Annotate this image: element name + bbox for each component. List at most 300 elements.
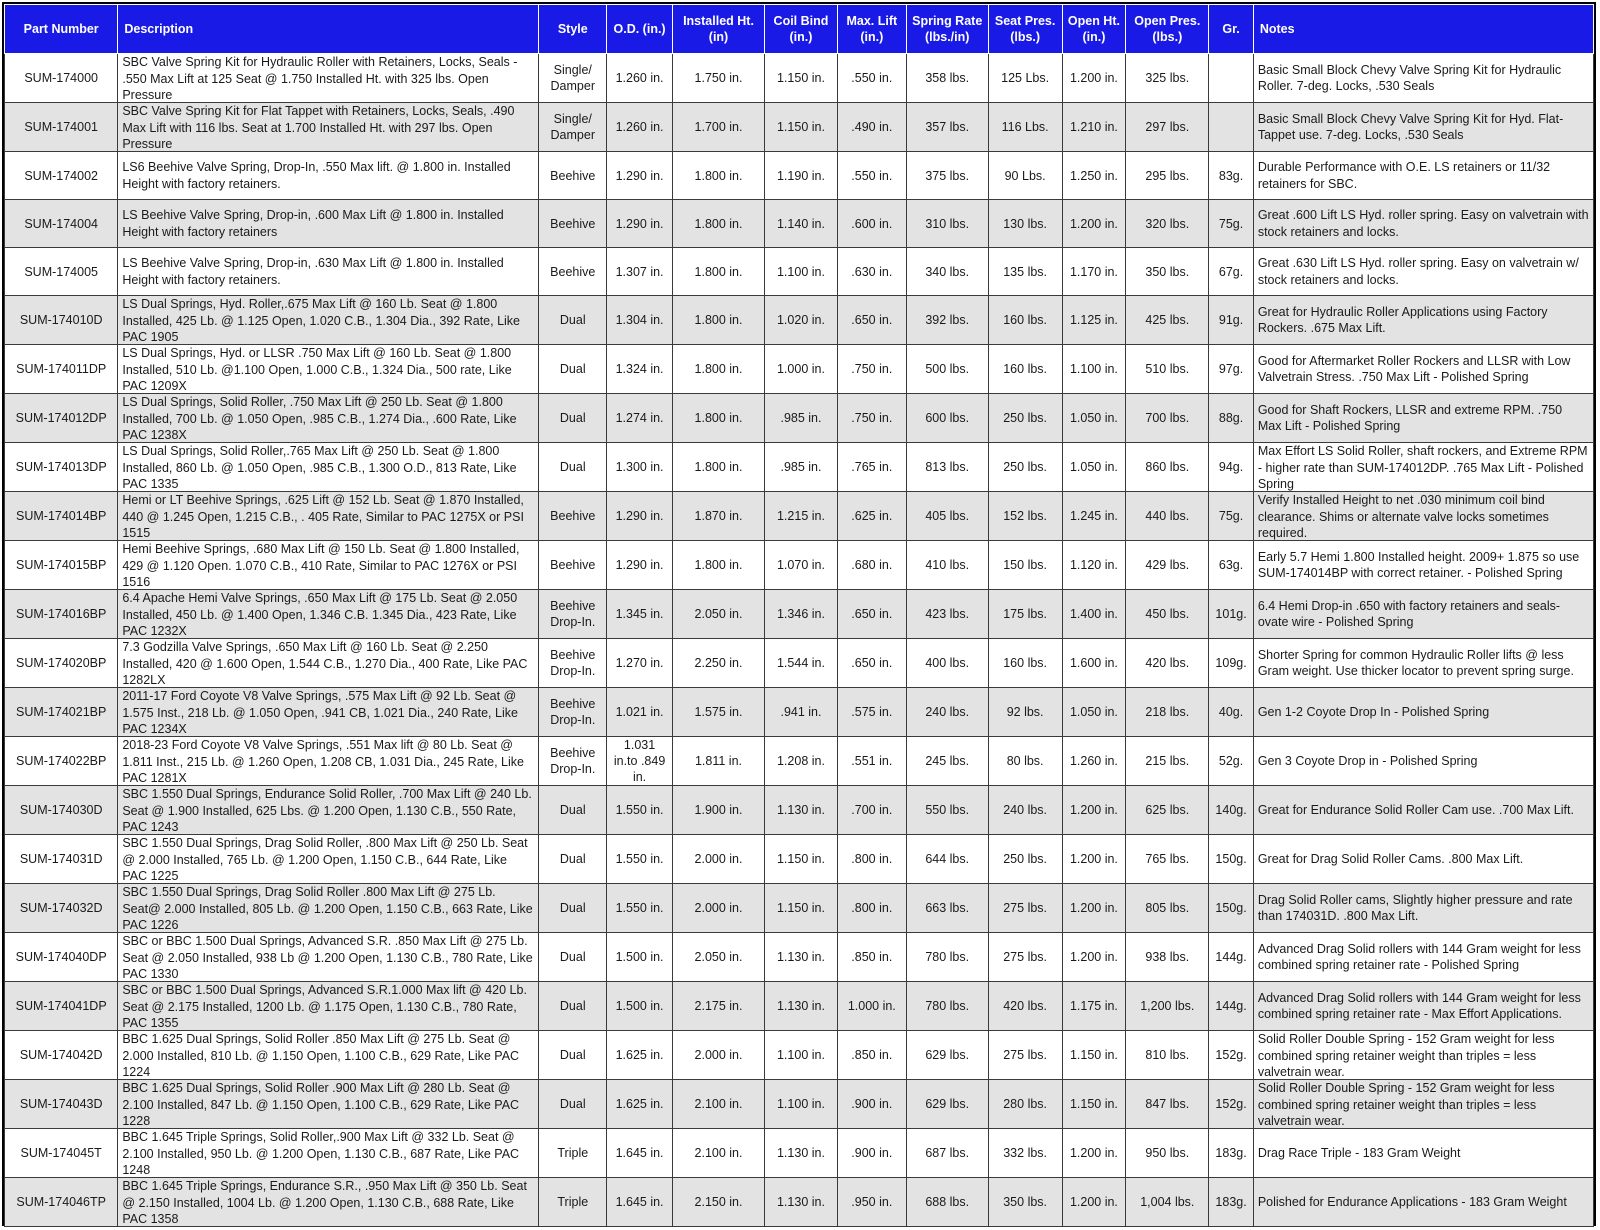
cell-open-height: 1.200 in. xyxy=(1062,1178,1126,1227)
cell-max-lift: .550 in. xyxy=(837,152,906,200)
cell-part-number: SUM-174016BP xyxy=(5,590,118,639)
cell-grams: 101g. xyxy=(1209,590,1254,639)
cell-coil-bind: 1.150 in. xyxy=(765,54,838,103)
cell-max-lift: .490 in. xyxy=(837,103,906,152)
cell-style: Beehive xyxy=(539,152,607,200)
cell-coil-bind: .985 in. xyxy=(765,443,838,492)
cell-installed-height: 2.000 in. xyxy=(672,835,764,884)
cell-od: 1.625 in. xyxy=(607,1080,673,1129)
table-row[interactable] xyxy=(5,1178,1594,1227)
cell-description xyxy=(118,54,539,103)
cell-max-lift: .625 in. xyxy=(837,492,906,541)
table-row[interactable] xyxy=(5,737,1594,786)
cell-description-text: SBC 1.550 Dual Springs, Drag Solid Roller, .800 Max Lift @ 250 Lb. Seat @ 2.000 Installed, 765 Lb. @ 1.200 Open, 1.150 C.B., 644 Rate, Like PAC 1225 xyxy=(122,836,528,883)
cell-od: 1.500 in. xyxy=(607,982,673,1031)
cell-description xyxy=(118,1031,539,1080)
cell-description xyxy=(118,884,539,933)
cell-notes xyxy=(1253,1129,1593,1178)
cell-open-height: 1.600 in. xyxy=(1062,639,1126,688)
cell-installed-height: 1.800 in. xyxy=(672,394,764,443)
header-notes[interactable]: Notes xyxy=(1253,5,1593,54)
cell-part-number: SUM-174002 xyxy=(5,152,118,200)
cell-spring-rate: 688 lbs. xyxy=(906,1178,988,1227)
table-row[interactable] xyxy=(5,248,1594,296)
cell-open-height: 1.120 in. xyxy=(1062,541,1126,590)
cell-notes-text: Max Effort LS Solid Roller, shaft rockers, and Extreme RPM - higher rate than SUM-174012DP. .765 Max Lift - Polished Spring xyxy=(1257,444,1588,491)
cell-style: Beehive xyxy=(539,541,607,590)
table-row[interactable] xyxy=(5,443,1594,492)
cell-style: Triple xyxy=(539,1129,607,1178)
cell-description-text: 2018-23 Ford Coyote V8 Valve Springs, .551 Max lift @ 80 Lb. Seat @ 1.811 Inst., 215 Lb. @ 1.260 Open, 1.208 CB, 1.031 Dia., 245 Rate, Like PAC 1281X xyxy=(122,738,524,785)
cell-notes-text: Solid Roller Double Spring - 152 Gram weight for less combined spring retainer weight than triples = less valvetrain wear. xyxy=(1257,1081,1555,1128)
cell-description-text: SBC 1.550 Dual Springs, Endurance Solid Roller, .700 Max Lift @ 240 Lb. Seat @ 1.900 Installed, 625 Lbs. @ 1.200 Open, 1.130 C.B., 550 Rate, PAC 1243 xyxy=(122,787,532,834)
cell-od: 1.290 in. xyxy=(607,152,673,200)
cell-style: Beehive xyxy=(539,200,607,248)
cell-notes-text: Durable Performance with O.E. LS retainers or 11/32 retainers for SBC. xyxy=(1257,160,1551,191)
cell-open-pressure: 295 lbs. xyxy=(1126,152,1209,200)
cell-notes-text: Great for Endurance Solid Roller Cam use. .700 Max Lift. xyxy=(1257,802,1574,817)
cell-open-height: 1.200 in. xyxy=(1062,835,1126,884)
table-row[interactable] xyxy=(5,394,1594,443)
cell-description-text: LS Dual Springs, Solid Roller,.765 Max Lift @ 250 Lb. Seat @ 1.800 Installed, 860 Lb. @ 1.050 Open, .985 C.B., 1.300 O.D., 813 Rate, Like PAC 1335 xyxy=(122,444,517,491)
header-open-height[interactable]: Open Ht. (in.) xyxy=(1062,5,1126,54)
table-row[interactable] xyxy=(5,54,1594,103)
cell-notes-text: Solid Roller Double Spring - 152 Gram weight for less combined spring retainer weight than triples = less valvetrain wear. xyxy=(1257,1032,1555,1079)
cell-notes-text: Gen 3 Coyote Drop in - Polished Spring xyxy=(1257,753,1478,768)
cell-description-text: LS Dual Springs, Solid Roller, .750 Max Lift @ 250 Lb. Seat @ 1.800 Installed, 700 Lb. @ 1.050 Open, .985 C.B., 1.274 Dia., .600 Rate, Like PAC 1238X xyxy=(122,395,517,442)
cell-open-pressure: 1,004 lbs. xyxy=(1126,1178,1209,1227)
cell-spring-rate: 358 lbs. xyxy=(906,54,988,103)
cell-part-number: SUM-174046TP xyxy=(5,1178,118,1227)
cell-grams: 67g. xyxy=(1209,248,1254,296)
cell-spring-rate: 375 lbs. xyxy=(906,152,988,200)
cell-od: 1.274 in. xyxy=(607,394,673,443)
cell-spring-rate: 410 lbs. xyxy=(906,541,988,590)
cell-notes xyxy=(1253,1031,1593,1080)
cell-max-lift: .850 in. xyxy=(837,1031,906,1080)
cell-max-lift: .700 in. xyxy=(837,786,906,835)
cell-seat-pressure: 150 lbs. xyxy=(988,541,1062,590)
cell-notes xyxy=(1253,394,1593,443)
cell-description xyxy=(118,1178,539,1227)
cell-part-number: SUM-174042D xyxy=(5,1031,118,1080)
table-row[interactable] xyxy=(5,590,1594,639)
cell-coil-bind: 1.130 in. xyxy=(765,1129,838,1178)
header-installed-height[interactable]: Installed Ht. (in) xyxy=(672,5,764,54)
cell-installed-height: 1.800 in. xyxy=(672,248,764,296)
cell-installed-height: 1.870 in. xyxy=(672,492,764,541)
cell-max-lift: .900 in. xyxy=(837,1080,906,1129)
cell-open-height: 1.150 in. xyxy=(1062,1080,1126,1129)
cell-installed-height: 2.050 in. xyxy=(672,933,764,982)
table-body xyxy=(5,54,1594,1227)
cell-style: Single/ Damper xyxy=(539,103,607,152)
cell-notes-text: Basic Small Block Chevy Valve Spring Kit for Hydraulic Roller. 7-deg. Locks, .530 Seals xyxy=(1257,62,1562,93)
cell-grams xyxy=(1209,103,1254,152)
cell-spring-rate: 423 lbs. xyxy=(906,590,988,639)
cell-installed-height: 1.800 in. xyxy=(672,443,764,492)
cell-installed-height: 1.750 in. xyxy=(672,54,764,103)
cell-coil-bind: 1.544 in. xyxy=(765,639,838,688)
cell-open-height: 1.400 in. xyxy=(1062,590,1126,639)
cell-open-pressure: 810 lbs. xyxy=(1126,1031,1209,1080)
cell-style: Single/ Damper xyxy=(539,54,607,103)
cell-description-text: SBC or BBC 1.500 Dual Springs, Advanced S.R. .850 Max Lift @ 275 Lb. Seat @ 2.050 Installed, 938 Lb @ 1.200 Open, 1.130 C.B., 780 Rate, Like PAC 1330 xyxy=(122,934,533,981)
cell-seat-pressure: 275 lbs. xyxy=(988,933,1062,982)
table-header xyxy=(5,5,1594,54)
cell-seat-pressure: 135 lbs. xyxy=(988,248,1062,296)
cell-notes xyxy=(1253,54,1593,103)
cell-description-text: SBC or BBC 1.500 Dual Springs, Advanced S.R.1.000 Max lift @ 420 Lb. Seat @ 2.175 Installed, 1200 Lb. @ 1.175 Open, 1.130 C.B., 780 Rate, PAC 1355 xyxy=(122,983,527,1030)
cell-description-text: SBC Valve Spring Kit for Flat Tappet with Retainers, Locks, Seals, .490 Max Lift with 116 lbs. Seat at 1.700 Installed Ht. with 297 lbs. Open Pressure xyxy=(122,104,515,151)
cell-spring-rate: 500 lbs. xyxy=(906,345,988,394)
cell-description xyxy=(118,1080,539,1129)
valve-spring-spec-table xyxy=(4,4,1594,1227)
cell-style: Dual xyxy=(539,443,607,492)
cell-spring-rate: 310 lbs. xyxy=(906,200,988,248)
cell-style: Dual xyxy=(539,835,607,884)
cell-od: 1.290 in. xyxy=(607,541,673,590)
cell-seat-pressure: 125 Lbs. xyxy=(988,54,1062,103)
cell-notes xyxy=(1253,443,1593,492)
cell-open-height: 1.260 in. xyxy=(1062,737,1126,786)
cell-installed-height: 2.050 in. xyxy=(672,590,764,639)
cell-coil-bind: 1.100 in. xyxy=(765,1031,838,1080)
cell-style: Dual xyxy=(539,933,607,982)
header-part-number[interactable]: Part Number xyxy=(5,5,118,54)
cell-max-lift: .550 in. xyxy=(837,54,906,103)
cell-part-number: SUM-174041DP xyxy=(5,982,118,1031)
cell-description xyxy=(118,688,539,737)
cell-style: Beehive Drop-In. xyxy=(539,688,607,737)
cell-open-height: 1.100 in. xyxy=(1062,345,1126,394)
cell-notes xyxy=(1253,982,1593,1031)
header-max-lift[interactable]: Max. Lift (in.) xyxy=(837,5,906,54)
cell-part-number: SUM-174030D xyxy=(5,786,118,835)
cell-part-number: SUM-174040DP xyxy=(5,933,118,982)
cell-od: 1.550 in. xyxy=(607,786,673,835)
table-row[interactable] xyxy=(5,296,1594,345)
cell-coil-bind: 1.150 in. xyxy=(765,884,838,933)
cell-max-lift: .800 in. xyxy=(837,884,906,933)
cell-open-height: 1.175 in. xyxy=(1062,982,1126,1031)
cell-od: 1.345 in. xyxy=(607,590,673,639)
cell-od: 1.645 in. xyxy=(607,1129,673,1178)
cell-notes xyxy=(1253,541,1593,590)
cell-style: Dual xyxy=(539,1031,607,1080)
cell-open-pressure: 860 lbs. xyxy=(1126,443,1209,492)
cell-style: Dual xyxy=(539,982,607,1031)
cell-description xyxy=(118,492,539,541)
cell-spring-rate: 644 lbs. xyxy=(906,835,988,884)
cell-description-text: 2011-17 Ford Coyote V8 Valve Springs, .575 Max Lift @ 92 Lb. Seat @ 1.575 Inst., 218 Lb. @ 1.050 Open, .941 CB, 1.021 Dia., 240 Rate, Like PAC 1234X xyxy=(122,689,518,736)
cell-seat-pressure: 332 lbs. xyxy=(988,1129,1062,1178)
table-row[interactable] xyxy=(5,688,1594,737)
cell-coil-bind: .941 in. xyxy=(765,688,838,737)
cell-notes xyxy=(1253,590,1593,639)
cell-description-text: SBC 1.550 Dual Springs, Drag Solid Roller .800 Max Lift @ 275 Lb. Seat@ 2.000 Installed, 805 Lb. @ 1.200 Open, 1.150 C.B., 663 Rate, Like PAC 1226 xyxy=(122,885,533,932)
cell-description xyxy=(118,590,539,639)
header-spring-rate[interactable]: Spring Rate (lbs./in) xyxy=(906,5,988,54)
cell-spring-rate: 780 lbs. xyxy=(906,982,988,1031)
cell-notes-text: Polished for Endurance Applications - 183 Gram Weight xyxy=(1257,1194,1567,1209)
cell-seat-pressure: 92 lbs. xyxy=(988,688,1062,737)
cell-part-number: SUM-174011DP xyxy=(5,345,118,394)
table-row[interactable] xyxy=(5,1031,1594,1080)
header-grams[interactable]: Gr. xyxy=(1209,5,1254,54)
cell-spring-rate: 629 lbs. xyxy=(906,1080,988,1129)
cell-part-number: SUM-174000 xyxy=(5,54,118,103)
cell-open-pressure: 429 lbs. xyxy=(1126,541,1209,590)
cell-max-lift: .600 in. xyxy=(837,200,906,248)
cell-open-pressure: 320 lbs. xyxy=(1126,200,1209,248)
cell-description xyxy=(118,541,539,590)
cell-max-lift: .650 in. xyxy=(837,296,906,345)
cell-grams: 75g. xyxy=(1209,492,1254,541)
cell-part-number: SUM-174012DP xyxy=(5,394,118,443)
cell-part-number: SUM-174004 xyxy=(5,200,118,248)
cell-style: Beehive xyxy=(539,248,607,296)
cell-part-number: SUM-174013DP xyxy=(5,443,118,492)
cell-spring-rate: 357 lbs. xyxy=(906,103,988,152)
cell-style: Beehive xyxy=(539,492,607,541)
cell-open-height: 1.245 in. xyxy=(1062,492,1126,541)
cell-open-height: 1.200 in. xyxy=(1062,884,1126,933)
cell-seat-pressure: 250 lbs. xyxy=(988,835,1062,884)
cell-part-number: SUM-174020BP xyxy=(5,639,118,688)
cell-notes xyxy=(1253,1178,1593,1227)
cell-notes xyxy=(1253,103,1593,152)
cell-coil-bind: 1.130 in. xyxy=(765,1178,838,1227)
cell-grams: 88g. xyxy=(1209,394,1254,443)
header-open-pressure[interactable]: Open Pres. (lbs.) xyxy=(1126,5,1209,54)
table-row[interactable] xyxy=(5,933,1594,982)
cell-spring-rate: 629 lbs. xyxy=(906,1031,988,1080)
cell-installed-height: 1.800 in. xyxy=(672,152,764,200)
cell-max-lift: .650 in. xyxy=(837,590,906,639)
header-od[interactable]: O.D. (in.) xyxy=(607,5,673,54)
cell-seat-pressure: 250 lbs. xyxy=(988,443,1062,492)
cell-notes-text: Good for Shaft Rockers, LLSR and extreme RPM. .750 Max Lift - Polished Spring xyxy=(1257,402,1563,433)
cell-coil-bind: 1.140 in. xyxy=(765,200,838,248)
cell-open-pressure: 1,200 lbs. xyxy=(1126,982,1209,1031)
cell-grams: 91g. xyxy=(1209,296,1254,345)
cell-notes xyxy=(1253,688,1593,737)
cell-notes-text: Great for Drag Solid Roller Cams. .800 Max Lift. xyxy=(1257,851,1524,866)
cell-notes-text: Great .630 Lift LS Hyd. roller spring. Easy on valvetrain w/ stock retainers and locks. xyxy=(1257,256,1579,287)
cell-seat-pressure: 250 lbs. xyxy=(988,394,1062,443)
cell-max-lift: .765 in. xyxy=(837,443,906,492)
cell-notes xyxy=(1253,786,1593,835)
cell-installed-height: 1.800 in. xyxy=(672,200,764,248)
cell-description xyxy=(118,786,539,835)
cell-open-pressure: 625 lbs. xyxy=(1126,786,1209,835)
cell-installed-height: 2.100 in. xyxy=(672,1080,764,1129)
cell-style: Dual xyxy=(539,394,607,443)
cell-open-pressure: 420 lbs. xyxy=(1126,639,1209,688)
cell-part-number: SUM-174010D xyxy=(5,296,118,345)
cell-description xyxy=(118,639,539,688)
cell-spring-rate: 687 lbs. xyxy=(906,1129,988,1178)
cell-od: 1.290 in. xyxy=(607,492,673,541)
cell-description xyxy=(118,200,539,248)
table-row[interactable] xyxy=(5,103,1594,152)
cell-seat-pressure: 160 lbs. xyxy=(988,345,1062,394)
cell-seat-pressure: 80 lbs. xyxy=(988,737,1062,786)
cell-seat-pressure: 90 Lbs. xyxy=(988,152,1062,200)
cell-od: 1.645 in. xyxy=(607,1178,673,1227)
cell-style: Beehive Drop-In. xyxy=(539,590,607,639)
cell-notes-text: Advanced Drag Solid rollers with 144 Gram weight for less combined spring retainer rate - Polished Spring xyxy=(1257,941,1581,972)
cell-part-number: SUM-174045T xyxy=(5,1129,118,1178)
cell-description-text: SBC Valve Spring Kit for Hydraulic Roller with Retainers, Locks, Seals - .550 Max Lift at 125 Seat @ 1.750 Installed Ht. with 325 lbs. Open Pressure xyxy=(122,55,518,102)
cell-max-lift: .680 in. xyxy=(837,541,906,590)
cell-max-lift: .750 in. xyxy=(837,345,906,394)
cell-coil-bind: 1.150 in. xyxy=(765,835,838,884)
cell-style: Beehive Drop-In. xyxy=(539,639,607,688)
cell-notes xyxy=(1253,296,1593,345)
cell-grams: 109g. xyxy=(1209,639,1254,688)
cell-open-height: 1.125 in. xyxy=(1062,296,1126,345)
cell-open-pressure: 297 lbs. xyxy=(1126,103,1209,152)
cell-seat-pressure: 275 lbs. xyxy=(988,1031,1062,1080)
cell-seat-pressure: 275 lbs. xyxy=(988,884,1062,933)
cell-coil-bind: 1.000 in. xyxy=(765,345,838,394)
cell-grams: 152g. xyxy=(1209,1031,1254,1080)
cell-part-number: SUM-174022BP xyxy=(5,737,118,786)
cell-od: 1.260 in. xyxy=(607,103,673,152)
cell-part-number: SUM-174005 xyxy=(5,248,118,296)
cell-open-height: 1.200 in. xyxy=(1062,54,1126,103)
cell-spring-rate: 405 lbs. xyxy=(906,492,988,541)
table-row[interactable] xyxy=(5,1080,1594,1129)
cell-max-lift: .900 in. xyxy=(837,1129,906,1178)
table-row[interactable] xyxy=(5,982,1594,1031)
cell-style: Dual xyxy=(539,345,607,394)
table-row[interactable] xyxy=(5,345,1594,394)
cell-coil-bind: 1.130 in. xyxy=(765,786,838,835)
cell-spring-rate: 780 lbs. xyxy=(906,933,988,982)
table-row[interactable] xyxy=(5,639,1594,688)
cell-seat-pressure: 350 lbs. xyxy=(988,1178,1062,1227)
cell-notes xyxy=(1253,737,1593,786)
header-row xyxy=(5,5,1594,54)
cell-grams: 144g. xyxy=(1209,982,1254,1031)
cell-notes xyxy=(1253,1080,1593,1129)
cell-open-pressure: 510 lbs. xyxy=(1126,345,1209,394)
cell-max-lift: 1.000 in. xyxy=(837,982,906,1031)
cell-notes xyxy=(1253,933,1593,982)
table-row[interactable] xyxy=(5,835,1594,884)
cell-coil-bind: 1.215 in. xyxy=(765,492,838,541)
cell-notes xyxy=(1253,345,1593,394)
cell-od: 1.307 in. xyxy=(607,248,673,296)
cell-open-pressure: 847 lbs. xyxy=(1126,1080,1209,1129)
cell-open-height: 1.250 in. xyxy=(1062,152,1126,200)
table-row[interactable] xyxy=(5,152,1594,200)
cell-open-height: 1.200 in. xyxy=(1062,933,1126,982)
cell-spring-rate: 245 lbs. xyxy=(906,737,988,786)
cell-installed-height: 1.800 in. xyxy=(672,345,764,394)
cell-grams xyxy=(1209,54,1254,103)
cell-coil-bind: 1.100 in. xyxy=(765,248,838,296)
cell-installed-height: 1.800 in. xyxy=(672,296,764,345)
cell-part-number: SUM-174032D xyxy=(5,884,118,933)
cell-open-pressure: 938 lbs. xyxy=(1126,933,1209,982)
cell-notes-text: Drag Race Triple - 183 Gram Weight xyxy=(1257,1145,1461,1160)
cell-grams: 152g. xyxy=(1209,1080,1254,1129)
cell-open-pressure: 350 lbs. xyxy=(1126,248,1209,296)
cell-description-text: LS Beehive Valve Spring, Drop-in, .600 Max Lift @ 1.800 in. Installed Height with factory retainers xyxy=(122,208,504,239)
cell-installed-height: 2.250 in. xyxy=(672,639,764,688)
cell-coil-bind: 1.020 in. xyxy=(765,296,838,345)
cell-max-lift: .800 in. xyxy=(837,835,906,884)
cell-notes-text: 6.4 Hemi Drop-in .650 with factory retainers and seals- ovate wire - Polished Spring xyxy=(1257,598,1561,629)
cell-max-lift: .650 in. xyxy=(837,639,906,688)
cell-notes-text: Good for Aftermarket Roller Rockers and LLSR with Low Valvetrain Stress. .750 Max Lift - Polished Spring xyxy=(1257,353,1571,384)
cell-spring-rate: 600 lbs. xyxy=(906,394,988,443)
cell-notes-text: Early 5.7 Hemi 1.800 Installed height. 2009+ 1.875 so use SUM-174014BP with correct retainer. - Polished Spring xyxy=(1257,549,1580,580)
cell-notes-text: Verify Installed Height to net .030 minimum coil bind clearance. Shims or alternate valve locks sometimes required. xyxy=(1257,493,1549,540)
cell-max-lift: .551 in. xyxy=(837,737,906,786)
cell-open-height: 1.050 in. xyxy=(1062,688,1126,737)
cell-spring-rate: 813 lbs. xyxy=(906,443,988,492)
header-style[interactable]: Style xyxy=(539,5,607,54)
cell-open-height: 1.200 in. xyxy=(1062,786,1126,835)
cell-part-number: SUM-174001 xyxy=(5,103,118,152)
cell-max-lift: .850 in. xyxy=(837,933,906,982)
cell-open-pressure: 215 lbs. xyxy=(1126,737,1209,786)
cell-installed-height: 2.000 in. xyxy=(672,884,764,933)
cell-style: Dual xyxy=(539,884,607,933)
header-description[interactable]: Description xyxy=(118,5,539,54)
cell-od: 1.031 in.to .849 in. xyxy=(607,737,673,786)
cell-seat-pressure: 240 lbs. xyxy=(988,786,1062,835)
cell-notes-text: Gen 1-2 Coyote Drop In - Polished Spring xyxy=(1257,704,1490,719)
table-row[interactable] xyxy=(5,492,1594,541)
cell-description xyxy=(118,443,539,492)
table-row[interactable] xyxy=(5,200,1594,248)
cell-part-number: SUM-174043D xyxy=(5,1080,118,1129)
table-row[interactable] xyxy=(5,1129,1594,1178)
cell-description-text: LS6 Beehive Valve Spring, Drop-In, .550 Max lift. @ 1.800 in. Installed Height with factory retainers. xyxy=(122,160,511,191)
header-coil-bind[interactable]: Coil Bind (in.) xyxy=(765,5,838,54)
cell-description xyxy=(118,933,539,982)
cell-seat-pressure: 420 lbs. xyxy=(988,982,1062,1031)
cell-installed-height: 1.811 in. xyxy=(672,737,764,786)
cell-seat-pressure: 175 lbs. xyxy=(988,590,1062,639)
cell-coil-bind: 1.150 in. xyxy=(765,103,838,152)
cell-od: 1.550 in. xyxy=(607,884,673,933)
cell-description-text: Hemi Beehive Springs, .680 Max Lift @ 150 Lb. Seat @ 1.800 Installed, 429 @ 1.120 Open. 1.070 C.B., 410 Rate, Similar to PAC 1276X or PSI 1516 xyxy=(122,542,520,589)
cell-description xyxy=(118,152,539,200)
cell-max-lift: .630 in. xyxy=(837,248,906,296)
cell-coil-bind: 1.070 in. xyxy=(765,541,838,590)
cell-open-pressure: 425 lbs. xyxy=(1126,296,1209,345)
header-seat-pressure[interactable]: Seat Pres. (lbs.) xyxy=(988,5,1062,54)
cell-style: Beehive Drop-In. xyxy=(539,737,607,786)
cell-notes-text: Advanced Drag Solid rollers with 144 Gram weight for less combined spring retainer rate - Max Effort Applications. xyxy=(1257,990,1581,1021)
cell-seat-pressure: 280 lbs. xyxy=(988,1080,1062,1129)
table-row[interactable] xyxy=(5,786,1594,835)
cell-od: 1.625 in. xyxy=(607,1031,673,1080)
cell-description-text: LS Dual Springs, Hyd. or LLSR .750 Max Lift @ 160 Lb. Seat @ 1.800 Installed, 510 Lb. @1.100 Open, 1.000 C.B., 1.324 Dia., 500 rate, Like PAC 1209X xyxy=(122,346,512,393)
cell-spring-rate: 392 lbs. xyxy=(906,296,988,345)
cell-description-text: 6.4 Apache Hemi Valve Springs, .650 Max Lift @ 175 Lb. Seat @ 2.050 Installed, 450 Lb. @ 1.400 Open, 1.346 C.B. 1.345 Dia., 423 Rate, Like PAC 1232X xyxy=(122,591,518,638)
table-row[interactable] xyxy=(5,884,1594,933)
table-row[interactable] xyxy=(5,541,1594,590)
cell-description-text: Hemi or LT Beehive Springs, .625 Lift @ 152 Lb. Seat @ 1.870 Installed, 440 @ 1.245 Open, 1.215 C.B., . 405 Rate, Similar to PAC 1275X or PSI 1515 xyxy=(122,493,524,540)
